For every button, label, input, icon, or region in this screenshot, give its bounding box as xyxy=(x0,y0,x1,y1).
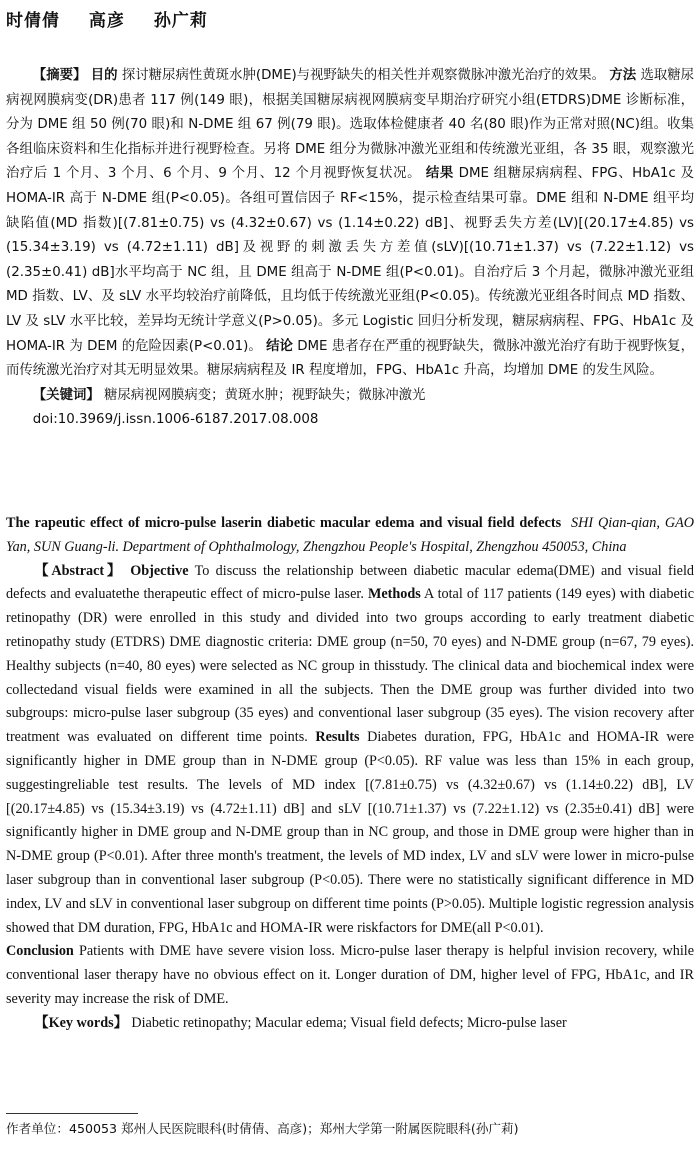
author-affiliation-footnote: 作者单位：450053 郑州人民医院眼科(时倩倩、高彦)；郑州大学第一附属医院眼科(孙广莉) xyxy=(6,1121,519,1136)
en-methods-label: Methods xyxy=(367,586,421,603)
en-abstract-label: 【Abstract】 xyxy=(34,562,124,579)
results-label: 结果 xyxy=(425,166,454,182)
objective-text: 探讨糖尿病性黄斑水肿(DME)与视野缺失的相关性并观察微脉冲激光治疗的效果。 xyxy=(121,68,606,83)
en-conclusion-label: Conclusion xyxy=(6,943,74,960)
english-abstract xyxy=(6,512,694,1036)
english-title: The rapeutic effect of micro-pulse laserin diabetic macular edema and visual field defects xyxy=(6,515,562,531)
en-results-text: Diabetes duration, FPG, HbA1c and HOMA-IR were significantly higher in DME group than in N-DME group (P<0.05). RF value was less than 15% in each group, suggestingreliable test results. The levels of MD index [(7.81±0.75) vs (4.32±0.67) vs (1.14±0.22) dB], LV [(20.17±4.85) vs (15.34±3.19) vs (4.72±1.11) dB] and sLV [(10.71±1.37) vs (7.22±1.12) vs (2.35±0.41) dB] were significantly higher in DME group and N-DME group than in NC group, and those in DME group were higher than in N-DME group (P<0.01). After three month's treatment, the levels of MD index, LV and sLV were lower in micro-pulse laser subgroup than in conventional laser subgroup (P<0.05). There were no statistically significant difference in MD index, LV and sLV in conventional laser subgroup on different time points (P>0.05). Multiple logistic regression analysis showed that DM duration, FPG, HbA1c and HOMA-IR were riskfactors for DME(all P<0.01). xyxy=(6,729,694,936)
en-keywords-line xyxy=(6,1012,694,1036)
author-name: 孙广莉 xyxy=(153,11,208,31)
en-conclusion-line xyxy=(6,940,694,1011)
author-name: 高彦 xyxy=(88,11,125,31)
en-objective-label: Objective xyxy=(130,562,189,579)
keywords-label: 【关键词】 xyxy=(32,387,100,403)
en-methods-text: A total of 117 patients (149 eyes) with diabetic retinopathy (DR) were enrolled in this study and divided into two groups according to early treatment diabetic retinopathy study (ETDRS) DME diagnostic criteria: DME group (n=50, 70 eyes) and N-DME group (n=67, 79 eyes). Healthy subjects (n=40, 80 eyes) were selected as NC group in thisstudy. The clinical data and biochemical index were collectedand visual fields were examined in all the subjects. Then the DME group was further divided into two subgroups: micro-pulse laser subgroup (35 eyes) and conventional laser subgroup (35 eyes). The vision recovery after treatment was evaluated on different time points. xyxy=(6,586,694,746)
chinese-abstract-body xyxy=(6,64,694,384)
chinese-abstract xyxy=(6,64,694,433)
objective-label: 目的 xyxy=(90,68,118,83)
author-name: 时倩倩 xyxy=(6,11,60,31)
methods-text: 选取糖尿病视网膜病变(DR)患者 117 例(149 眼)，根据美国糖尿病视网膜病变早期治疗研究小组(ETDRS)DME 诊断标准，分为 DME 组 50 例(70 眼)和 N-DME 组 67 例(79 眼)。选取体检健康者 40 名(80 眼)作为正常对照(NC)组。收集各组临床资料和生化指标并进行视野检查。另将 DME 组分为微脉冲激光亚组和传统激光亚组，各 35 眼，观察激光治疗后 1 个月、3 个月、6 个月、9 个月、12 个月视野恢复状况。 xyxy=(6,68,695,182)
keywords-text: 糖尿病视网膜病变；黄斑水肿；视野缺失；微脉冲激光 xyxy=(104,387,426,403)
en-keywords-label: 【Key words】 xyxy=(34,1014,128,1031)
keywords-line xyxy=(6,384,694,409)
footnote-divider xyxy=(6,1113,138,1114)
en-keywords-text: Diabetic retinopathy; Macular edema; Visual field defects; Micro-pulse laser xyxy=(131,1014,567,1031)
conclusion-label: 结论 xyxy=(266,338,293,354)
results-text: DME 组糖尿病病程、FPG、HbA1c 及 HOMA-IR 高于 N-DME 组(P<0.05)。各组可置信因子 RF<15%，提示检查结果可靠。DME 组和 N-DME 组平均缺陷值(MD 指数)[(7.81±0.75) vs (4.32±0.67) vs (1.14±0.22) dB]、视野丢失方差(LV)[(20.17±4.85) vs (15.34±3.19) vs (4.72±1.11) dB]及视野的刺激丢失方差值(sLV)[(10.71±1.37) vs (7.22±1.12) vs (2.35±0.41) dB]水平均高于 NC 组，且 DME 组高于 N-DME 组(P<0.01)。自治疗后 3 个月起，微脉冲激光亚组 MD 指数、LV、及 sLV 水平均较治疗前降低，且均低于传统激光亚组(P<0.05)。传统激光亚组各时间点 MD 指数、LV 及 sLV 水平比较，差异均无统计学意义(P>0.05)。多元 Logistic 回归分析发现，糖尿病病程、FPG、HbA1c 及 HOMA-IR 为 DEM 的危险因素(P<0.01)。 xyxy=(6,166,694,354)
conclusion-text: DME 患者存在严重的视野缺失，微脉冲激光治疗有助于视野恢复，而传统激光治疗对其无明显效果。糖尿病病程及 IR 程度增加，FPG、HbA1c 升高，均增加 DME 的发生风险。 xyxy=(6,338,694,379)
methods-label: 方法 xyxy=(609,68,637,83)
english-affiliation: SHI Qian-qian, GAO Yan, SUN Guang-li. Department of Ophthalmology, Zhengzhou People's Hospital, Zhengzhou 450053, China xyxy=(6,515,695,555)
en-conclusion-text: Patients with DME have severe vision loss. Micro-pulse laser therapy is helpful invision recovery, while conventional laser therapy have no obvious effect on it. Longer duration of DM, higher level of FPG, HbA1c, and IR severity may increase the risk of DME. xyxy=(6,943,695,1007)
abstract-label: 【摘要】 xyxy=(32,68,87,83)
en-objective-text: To discuss the relationship between diabetic macular edema(DME) and visual field defects and evaluatethe therapeutic effect of micro-pulse laser. xyxy=(6,562,695,603)
english-title-line xyxy=(6,512,694,560)
en-results-label: Results xyxy=(315,729,360,746)
author-list xyxy=(6,6,230,31)
english-abstract-body xyxy=(6,560,694,941)
doi-line: doi:10.3969/j.issn.1006-6187.2017.08.008 xyxy=(32,412,319,428)
